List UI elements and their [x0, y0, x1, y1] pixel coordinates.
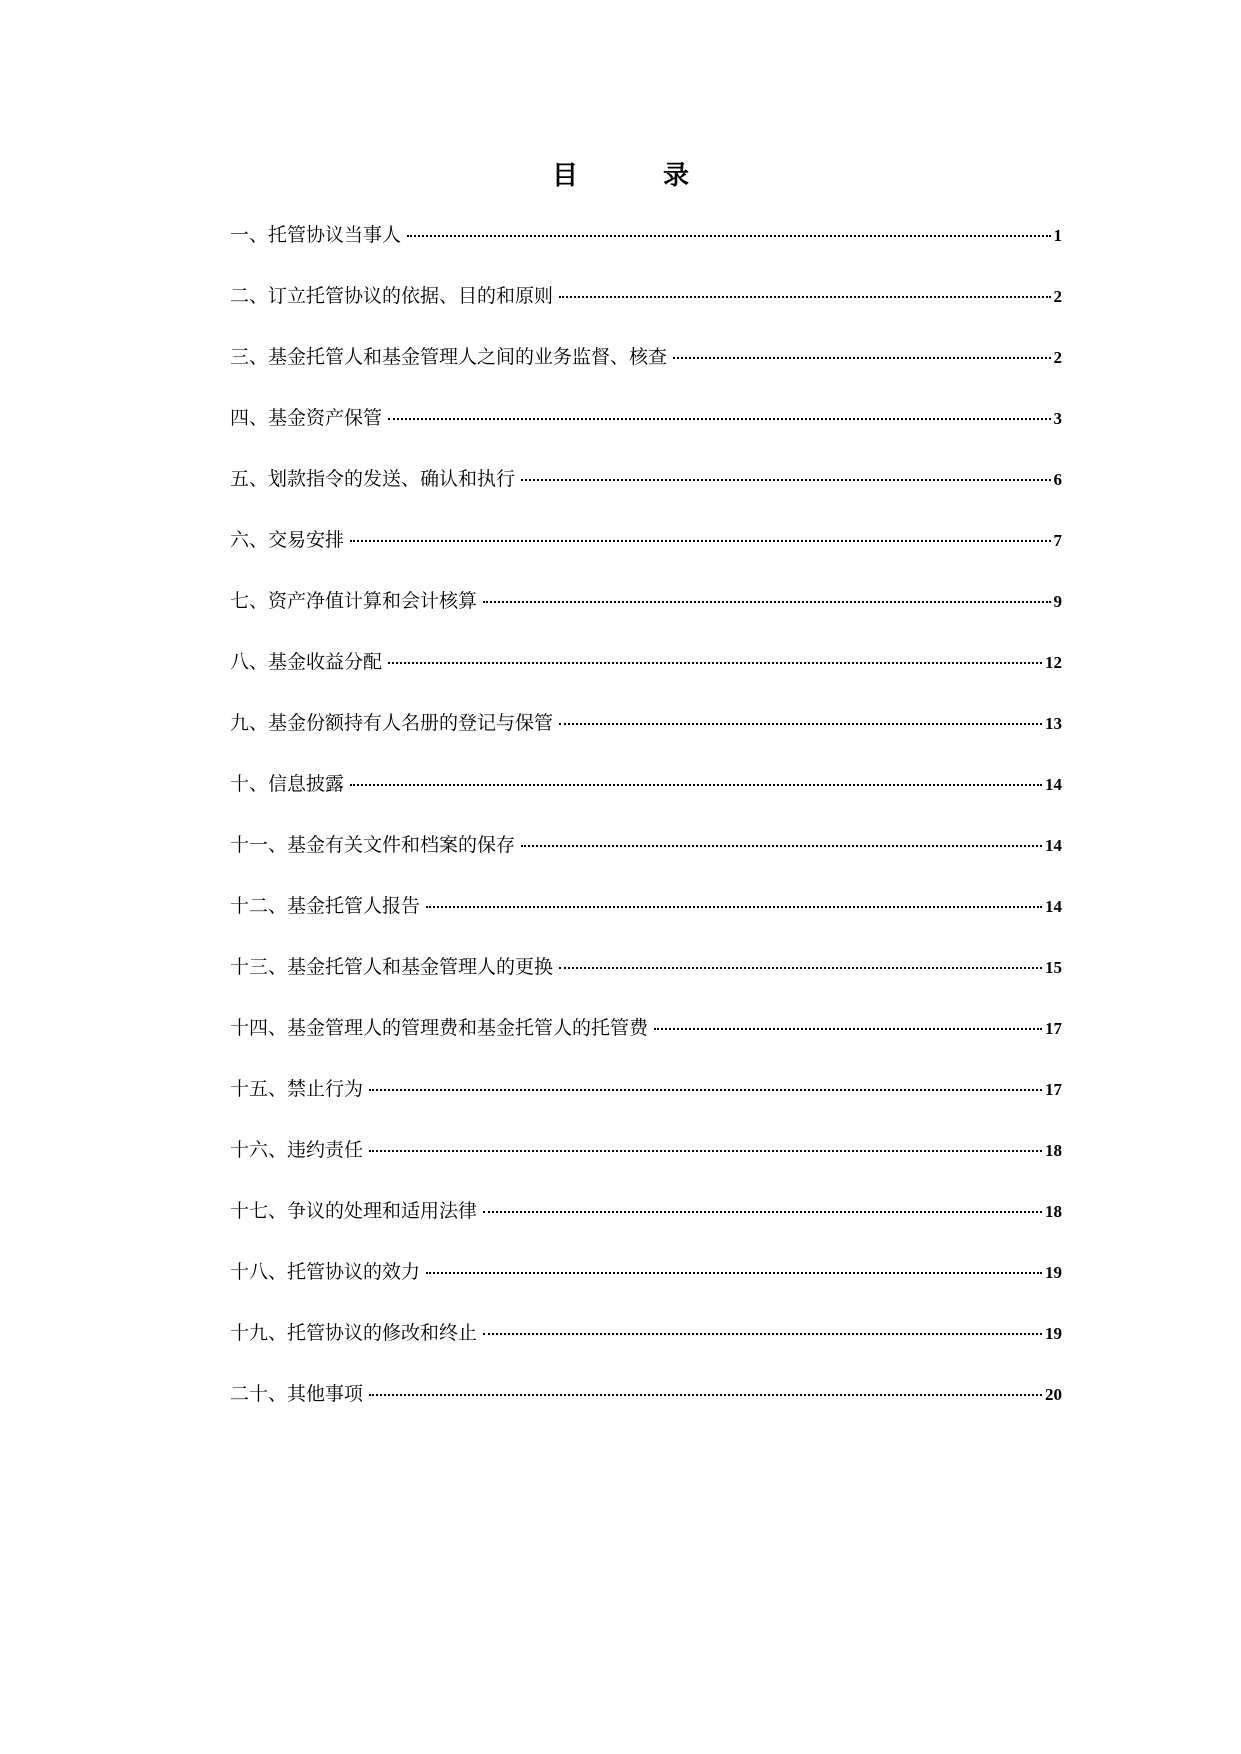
toc-page-number: 7	[1053, 531, 1062, 550]
dot-leader	[388, 662, 1042, 664]
toc-entry-label: 十五、禁止行为	[230, 1078, 364, 1100]
toc-entry-label: 四、基金资产保管	[230, 407, 383, 429]
toc-entry-label: 十四、基金管理人的管理费和基金托管人的托管费	[230, 1017, 649, 1039]
dot-leader	[654, 1028, 1042, 1030]
toc-entry-label: 十八、托管协议的效力	[230, 1261, 421, 1283]
dot-leader	[559, 296, 1050, 298]
toc-entry[interactable]	[230, 1318, 1062, 1379]
toc-entry-label: 十六、违约责任	[230, 1139, 364, 1161]
toc-page-number: 19	[1045, 1263, 1062, 1282]
toc-entry-label: 十、信息披露	[230, 773, 345, 795]
toc-entry[interactable]	[230, 525, 1062, 586]
toc-page-number: 19	[1045, 1324, 1062, 1343]
toc-page-number: 1	[1053, 226, 1062, 245]
toc-entry-label: 十三、基金托管人和基金管理人的更换	[230, 956, 554, 978]
toc-entry-label: 八、基金收益分配	[230, 651, 383, 673]
toc-page-number: 9	[1053, 592, 1062, 611]
toc-entry-label: 六、交易安排	[230, 529, 345, 551]
table-of-contents	[230, 220, 1062, 1440]
dot-leader	[521, 479, 1050, 481]
toc-entry-label: 三、基金托管人和基金管理人之间的业务监督、核查	[230, 346, 668, 368]
toc-entry[interactable]	[230, 891, 1062, 952]
toc-entry-label: 五、划款指令的发送、确认和执行	[230, 468, 516, 490]
toc-entry[interactable]	[230, 1379, 1062, 1440]
toc-entry[interactable]	[230, 830, 1062, 891]
toc-page-number: 14	[1045, 897, 1062, 916]
toc-page-number: 20	[1045, 1385, 1062, 1404]
toc-page-number: 17	[1045, 1019, 1062, 1038]
page-title: 目 录	[551, 161, 728, 191]
toc-entry[interactable]	[230, 586, 1062, 647]
toc-page-number: 13	[1045, 714, 1062, 733]
toc-entry-label: 十一、基金有关文件和档案的保存	[230, 834, 516, 856]
toc-page-number: 18	[1045, 1202, 1062, 1221]
dot-leader	[483, 1211, 1042, 1213]
toc-entry[interactable]	[230, 464, 1062, 525]
toc-entry[interactable]	[230, 1257, 1062, 1318]
dot-leader	[673, 357, 1050, 359]
toc-entry-label: 九、基金份额持有人名册的登记与保管	[230, 712, 554, 734]
toc-page-number: 2	[1053, 287, 1062, 306]
dot-leader	[521, 845, 1042, 847]
toc-entry[interactable]	[230, 769, 1062, 830]
toc-entry-label: 二、订立托管协议的依据、目的和原则	[230, 285, 554, 307]
toc-entry[interactable]	[230, 220, 1062, 281]
toc-entry[interactable]	[230, 1074, 1062, 1135]
toc-page-number: 17	[1045, 1080, 1062, 1099]
toc-entry-label: 七、资产净值计算和会计核算	[230, 590, 478, 612]
dot-leader	[483, 1333, 1042, 1335]
toc-page-number: 18	[1045, 1141, 1062, 1160]
toc-entry[interactable]	[230, 647, 1062, 708]
dot-leader	[350, 540, 1050, 542]
dot-leader	[388, 418, 1050, 420]
dot-leader	[426, 906, 1042, 908]
toc-entry-label: 十九、托管协议的修改和终止	[230, 1322, 478, 1344]
dot-leader	[559, 967, 1042, 969]
toc-page-number: 6	[1053, 470, 1062, 489]
toc-entry[interactable]	[230, 1196, 1062, 1257]
toc-entry-label: 十二、基金托管人报告	[230, 895, 421, 917]
toc-page-number: 14	[1045, 836, 1062, 855]
dot-leader	[483, 601, 1050, 603]
toc-page-number: 14	[1045, 775, 1062, 794]
toc-entry-label: 十七、争议的处理和适用法律	[230, 1200, 478, 1222]
toc-entry[interactable]	[230, 403, 1062, 464]
dot-leader	[369, 1394, 1042, 1396]
toc-entry-label: 二十、其他事项	[230, 1383, 364, 1405]
dot-leader	[407, 235, 1050, 237]
dot-leader	[426, 1272, 1042, 1274]
toc-entry[interactable]	[230, 281, 1062, 342]
toc-entry[interactable]	[230, 1013, 1062, 1074]
dot-leader	[350, 784, 1042, 786]
toc-entry[interactable]	[230, 708, 1062, 769]
dot-leader	[559, 723, 1042, 725]
toc-page-number: 3	[1053, 409, 1062, 428]
toc-entry-label: 一、托管协议当事人	[230, 224, 402, 246]
toc-page-number: 15	[1045, 958, 1062, 977]
toc-entry[interactable]	[230, 952, 1062, 1013]
toc-page-number: 2	[1053, 348, 1062, 367]
dot-leader	[369, 1089, 1042, 1091]
toc-entry[interactable]	[230, 342, 1062, 403]
toc-entry[interactable]	[230, 1135, 1062, 1196]
dot-leader	[369, 1150, 1042, 1152]
toc-page-number: 12	[1045, 653, 1062, 672]
